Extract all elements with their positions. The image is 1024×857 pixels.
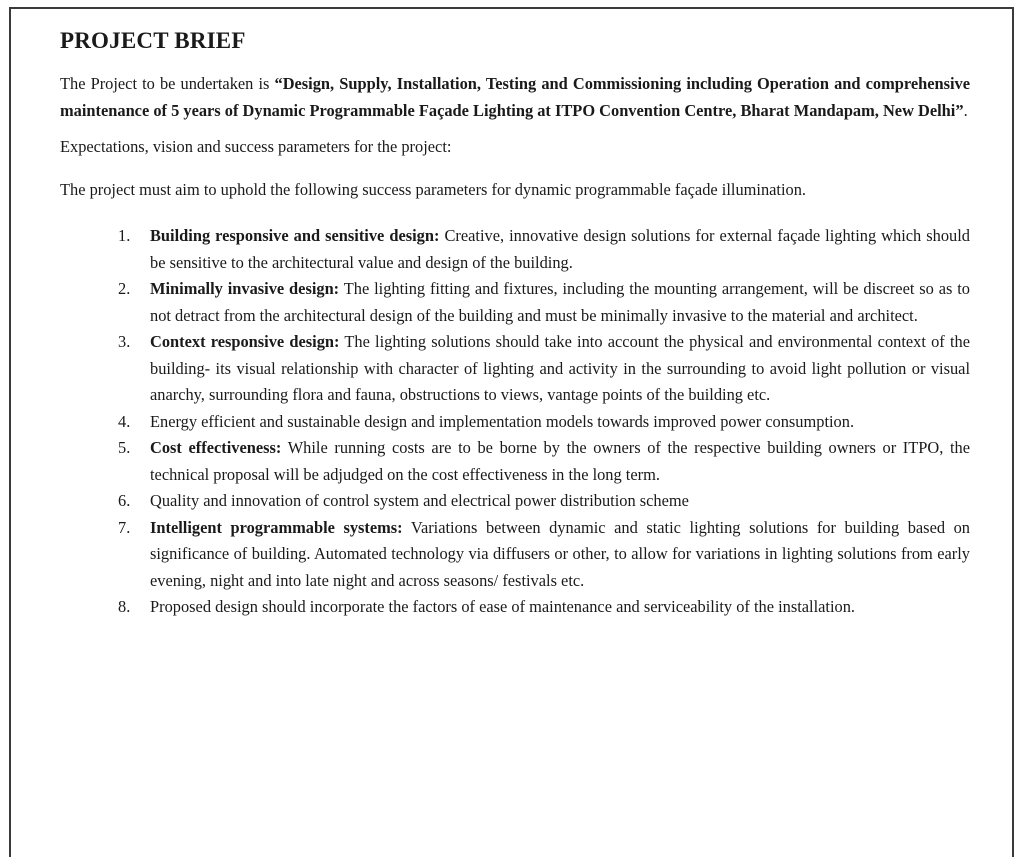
list-item [60,223,970,276]
item-number: 1. [118,226,131,245]
project-name: “Design, Supply, Installation, Testing and Commissioning including Operation and comprehensive maintenance of 5 years of Dynamic Programmable Façade Lighting at ITPO Convention Centre, Bharat Mandapam, New Delhi” [60,74,970,120]
item-heading: Minimally invasive design: [150,279,340,298]
item-text: Proposed design should incorporate the factors of ease of maintenance and serviceability of the installation. [150,597,856,616]
item-heading: Building responsive and sensitive design: [150,226,440,245]
item-number: 7. [118,517,131,537]
project-brief-document [60,26,970,621]
intro-suffix: . [963,100,968,120]
item-number: 3. [118,332,131,351]
list-item [60,276,970,329]
aim-paragraph: The project must aim to uphold the following success parameters for dynamic programmable façade illumination. [60,179,807,199]
list-item [60,594,970,621]
list-item [60,488,970,515]
list-item [60,329,970,409]
intro-prefix: The Project to be undertaken is [60,74,275,93]
item-number: 2. [118,279,131,298]
list-item [60,435,970,488]
item-heading: Intelligent programmable systems: [150,517,403,537]
list-item [60,409,970,436]
intro-paragraph [60,71,970,124]
item-heading: Cost effectiveness: [150,438,282,457]
item-text: Variations between dynamic and static lighting solutions for building based on significance of building. Automated technology via diffusers or other, to allow for variations in lighting solutions from early evening, night and into late night and across seasons/ festivals etc. [150,517,970,590]
success-parameters-list [60,223,970,621]
expectations-lead: Expectations, vision and success parameters for the project: [60,137,452,156]
item-text: The lighting solutions should take into account the physical and environmental context of the building- its visual relationship with character of lighting and activity in the surrounding to avoid light pollution or visual anarchy, surrounding flora and fauna, obstructions to views, vantage points of the building etc. [150,332,970,404]
item-number: 4. [118,411,131,431]
document-title: PROJECT BRIEF [60,28,246,53]
item-number: 8. [118,597,131,616]
item-text: Creative, innovative design solutions for external façade lighting which should be sensitive to the architectural value and design of the building. [150,226,970,272]
item-text: While running costs are to be borne by the owners of the respective building owners or ITPO, the technical proposal will be adjudged on the cost effectiveness in the long term. [150,438,970,484]
item-heading: Context responsive design: [150,332,340,351]
item-number: 5. [118,438,131,457]
item-text: Energy efficient and sustainable design and implementation models towards improved power consumption. [150,411,855,431]
item-text: Quality and innovation of control system and electrical power distribution scheme [150,491,689,510]
item-text: The lighting fitting and fixtures, including the mounting arrangement, will be discreet so as to not detract from the architectural design of the building and must be minimally invasive to the material and architect. [150,279,970,325]
list-item [60,515,970,595]
item-number: 6. [118,491,131,510]
